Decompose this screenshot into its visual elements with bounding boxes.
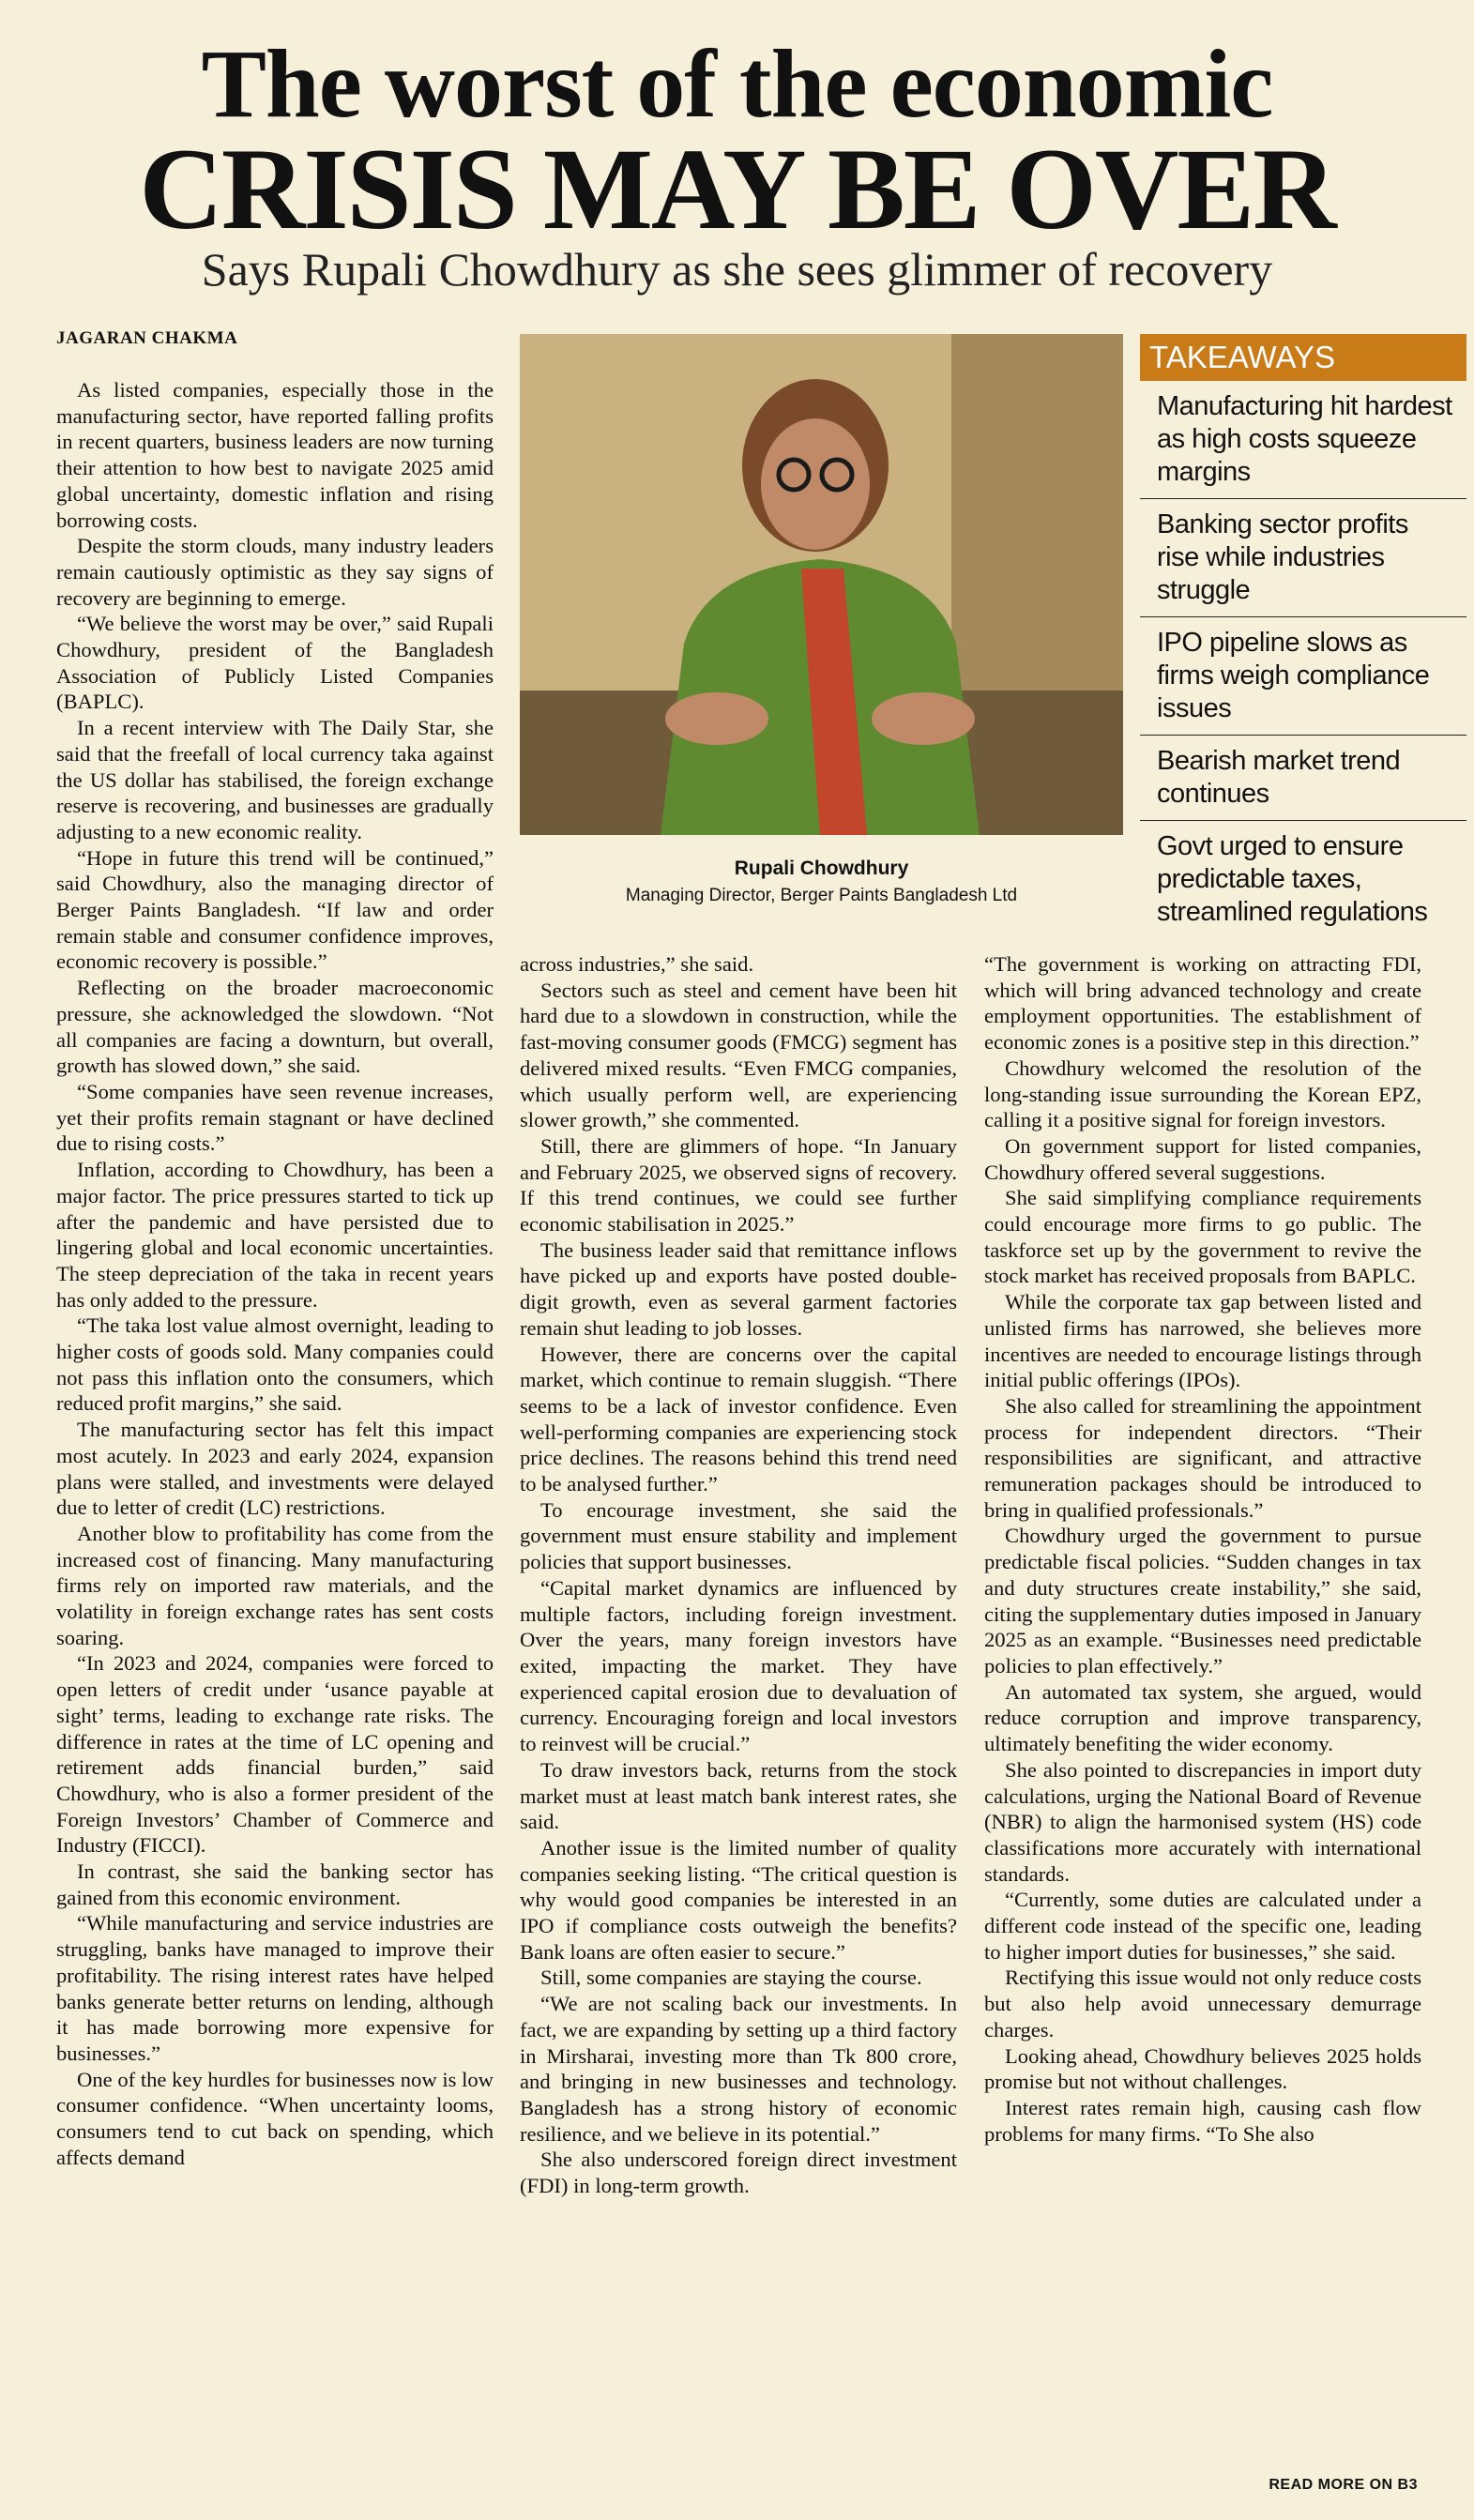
- byline: JAGARAN CHAKMA: [56, 328, 238, 348]
- paragraph: Inflation, according to Chowdhury, has been a major factor. The price pressures started to tick up after the pandemic and have persisted due to lingering global and local economic uncertainties. The steep depreciation of the taka in recent years has only added to the pressure.: [56, 1158, 494, 1312]
- article-column-1: [56, 377, 494, 2460]
- paragraph: She also pointed to discrepancies in import duty calculations, urging the National Board of Revenue (NBR) to align the harmonised system (HS) code classifications more accurately with international standards.: [984, 1757, 1421, 1886]
- paragraph: Chowdhury welcomed the resolution of the long-standing issue surrounding the Korean EPZ, calling it a positive signal for foreign investors.: [984, 1055, 1421, 1132]
- paragraph: “We are not scaling back our investments. In fact, we are expanding by setting up a third factory in Mirsharai, investing more than Tk 800 crore, and bringing in new businesses and technology. Bangladesh has a strong history of economic resilience, and we believe in its potential.”: [520, 1992, 957, 2146]
- paragraph: “Capital market dynamics are influenced by multiple factors, including foreign investment. Over the years, many foreign investors have exited, impacting the market. They have experienced capital erosion due to devaluation of currency. Encouraging foreign and local investors to reinvest will be crucial.”: [520, 1575, 957, 1756]
- paragraph: across industries,” she said.: [520, 952, 754, 976]
- paragraph: Another issue is the limited number of quality companies seeking listing. “The critical question is why would good companies be interested in an IPO if compliance costs outweigh the benefits? Bank loans are often easier to secure.”: [520, 1835, 957, 1964]
- paragraph: As listed companies, especially those in the manufacturing sector, have reported falling profits in recent quarters, business leaders are now turning their attention to how best to navigate 2025 amid global uncertainty, domestic inflation and rising borrowing costs.: [56, 378, 494, 532]
- paragraph: On government support for listed companies, Chowdhury offered several suggestions.: [984, 1133, 1421, 1184]
- takeaway-item: Banking sector profits rise while industries struggle: [1140, 499, 1466, 617]
- paragraph: “The government is working on attracting FDI, which will bring advanced technology and create employment opportunities. The establishment of economic zones is a positive step in this direction.”: [984, 952, 1421, 1055]
- paragraph: She said simplifying compliance requirements could encourage more firms to go public. The taskforce set up by the government to revive the stock market has received proposals from BAPLC.: [984, 1186, 1421, 1288]
- paragraph: Looking ahead, Chowdhury believes 2025 holds promise but not without challenges.: [984, 2043, 1421, 2094]
- paragraph: In contrast, she said the banking sector has gained from this economic environment.: [56, 1860, 494, 1909]
- takeaway-item: Govt urged to ensure predictable taxes, streamlined regulations: [1157, 831, 1428, 927]
- takeaway-item: Manufacturing hit hardest as high costs squeeze margins: [1140, 381, 1466, 499]
- paragraph: Despite the storm clouds, many industry leaders remain cautiously optimistic as they say signs of recovery are beginning to emerge.: [56, 534, 494, 610]
- paragraph: Still, there are glimmers of hope. “In January and February 2025, we observed signs of recovery. If this trend continues, we could see further economic stabilisation in 2025.”: [520, 1133, 957, 1237]
- paragraph: “In 2023 and 2024, companies were forced to open letters of credit under ‘usance payable at sight’ terms, leading to exchange rate risks. The difference in rates at the time of LC opening and retirement adds financial burden,” said Chowdhury, who is also a former president of the Foreign Investors’ Chamber of Commerce and Industry (FICCI).: [56, 1651, 494, 1858]
- paragraph: “Some companies have seen revenue increases, yet their profits remain stagnant or have declined due to rising costs.”: [56, 1079, 494, 1156]
- paragraph: An automated tax system, she argued, would reduce corruption and improve transparency, ultimately benefiting the wider economy.: [984, 1679, 1421, 1756]
- paragraph: Rectifying this issue would not only reduce costs but also help avoid unnecessary demurrage charges.: [984, 1966, 1421, 2042]
- portrait-illustration: [520, 334, 1123, 835]
- portrait-photo: [520, 334, 1123, 835]
- paragraph: “We believe the worst may be over,” said Rupali Chowdhury, president of the Bangladesh Association of Publicly Listed Companies (BAPLC).: [56, 612, 494, 714]
- paragraph: She also underscored foreign direct investment (FDI) in long-term growth.: [520, 2148, 957, 2198]
- paragraph: One of the key hurdles for businesses now is low consumer confidence. “When uncertainty looms, consumers tend to cut back on spending, which affects demand: [56, 2067, 494, 2169]
- paragraph: Sectors such as steel and cement have been hit hard due to a slowdown in construction, while the fast-moving consumer goods (FMCG) segment has delivered mixed results. “Even FMCG companies, which usually perform well, are experiencing slower growth,” she commented.: [520, 978, 957, 1132]
- headline-line-2: CRISIS MAY BE OVER: [139, 125, 1335, 253]
- paragraph: To encourage investment, she said the government must ensure stability and implement policies that support businesses.: [520, 1497, 957, 1574]
- paragraph: Still, some companies are staying the course.: [540, 1966, 922, 1990]
- paragraph: “While manufacturing and service industries are struggling, banks have managed to improve their profitability. The rising interest rates have helped banks generate better returns on lending, although it has made borrowing more expensive for businesses.”: [56, 1911, 494, 2065]
- paragraph: Chowdhury urged the government to pursue predictable fiscal policies. “Sudden changes in tax and duty structures create instability,” she said, citing the supplementary duties imposed in January 2025 as an example. “Businesses need predictable policies to plan effectively.”: [984, 1524, 1421, 1677]
- subheadline: Says Rupali Chowdhury as she sees glimmer of recovery: [201, 243, 1273, 296]
- paragraph: The manufacturing sector has felt this impact most acutely. In 2023 and early 2024, expansion plans were stalled, and investments were delayed due to letter of credit (LC) restrictions.: [56, 1418, 494, 1520]
- paragraph: She also called for streamlining the appointment process for independent directors. “Their responsibilities are significant, and attractive remuneration packages should be introduced to bring in qualified professionals.”: [984, 1393, 1421, 1522]
- paragraph: The business leader said that remittance inflows have picked up and exports have posted double-digit growth, even as several garment factories remain shut leading to job losses.: [520, 1237, 957, 1340]
- read-more-link[interactable]: READ MORE ON B3: [1269, 2477, 1418, 2493]
- takeaway-item: Bearish market trend continues: [1140, 736, 1466, 821]
- article-column-3: [984, 951, 1421, 2471]
- paragraph: To draw investors back, returns from the stock market must at least match bank interest rates, she said.: [520, 1757, 957, 1834]
- paragraph: “Currently, some duties are calculated under a different code instead of the specific one, leading to higher import duties for businesses,” she said.: [984, 1888, 1421, 1964]
- paragraph: Reflecting on the broader macroeconomic pressure, she acknowledged the slowdown. “Not all companies are facing a downturn, but overall, growth has slowed down,” she said.: [56, 976, 494, 1078]
- article-column-2: [520, 951, 957, 2471]
- photo-caption-name: Rupali Chowdhury: [734, 858, 909, 879]
- photo-caption-title: Managing Director, Berger Paints Bangladesh Ltd: [625, 886, 1018, 905]
- headline-line-1: The worst of the economic: [201, 30, 1273, 138]
- paragraph: “Hope in future this trend will be continued,” said Chowdhury, also the managing director of Berger Paints Bangladesh. “If law and order remain stable and consumer confidence improves, economic recovery is possible.”: [56, 845, 494, 974]
- paragraph: However, there are concerns over the capital market, which continue to remain sluggish. “There seems to be a lack of investor confidence. Even well-performing companies are experiencing stock price declines. The reasons behind this trend need to be analysed further.”: [520, 1342, 957, 1496]
- paragraph: While the corporate tax gap between listed and unlisted firms has narrowed, she believes more incentives are needed to encourage listings through initial public offerings (IPOs).: [984, 1290, 1421, 1392]
- paragraph: Another blow to profitability has come from the increased cost of financing. Many manufacturing firms rely on imported raw materials, and the volatility in foreign exchange rates has sent costs soaring.: [56, 1521, 494, 1649]
- paragraph: Interest rates remain high, causing cash flow problems for many firms. “To She also: [984, 2095, 1421, 2146]
- takeaways-header: TAKEAWAYS: [1140, 334, 1466, 381]
- paragraph: “The taka lost value almost overnight, leading to higher costs of goods sold. Many companies could not pass this inflation onto the consumers, which reduced profit margins,” she said.: [56, 1313, 494, 1416]
- takeaways-box: [1140, 334, 1466, 938]
- paragraph: In a recent interview with The Daily Star, she said that the freefall of local currency taka against the US dollar has stabilised, the foreign exchange reserve is recovering, and businesses are gradually adjusting to a new economic reality.: [56, 716, 494, 843]
- takeaway-item: IPO pipeline slows as firms weigh compliance issues: [1140, 617, 1466, 736]
